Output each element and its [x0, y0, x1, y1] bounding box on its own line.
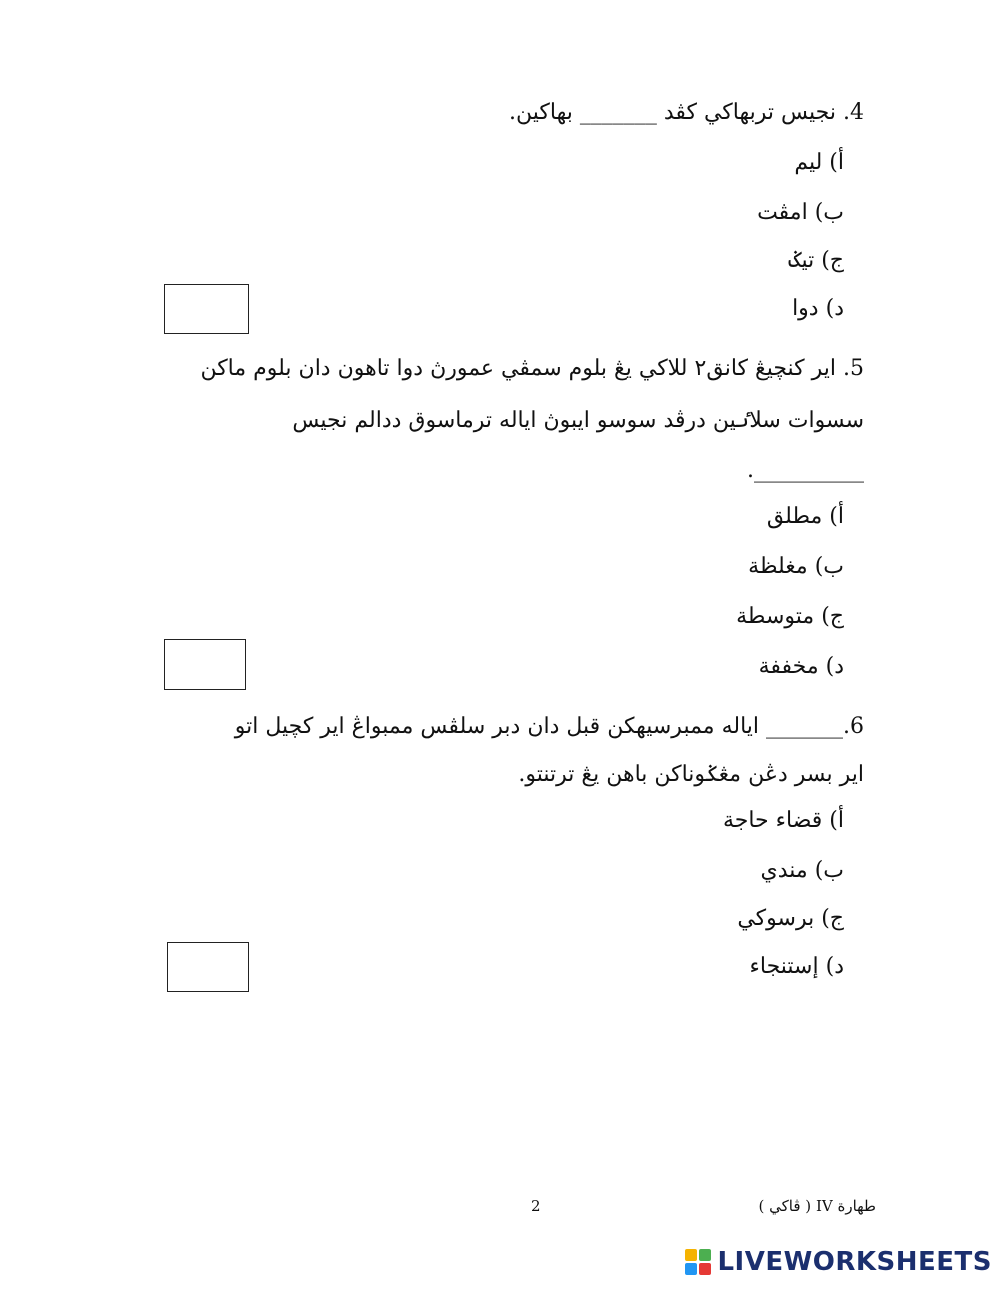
liveworksheets-logo[interactable] — [685, 1247, 992, 1277]
q4-option-a[interactable] — [794, 150, 844, 176]
logo-text: LIVEWORKSHEETS — [717, 1247, 992, 1277]
question-6-text-line-2: اير بسر دڠن مڠݢوناکن باهن يڠ ترتنتو. — [518, 762, 864, 787]
q5-option-a[interactable] — [767, 504, 844, 530]
option-letter: ب) — [814, 554, 844, 579]
option-letter: د) — [825, 296, 844, 321]
option-text: قضاء حاجة — [722, 808, 823, 833]
footer-subject: طهارة IV ( ڤاکي ) — [758, 1197, 876, 1215]
q6-option-c[interactable] — [737, 906, 844, 932]
q6-option-a[interactable] — [723, 808, 844, 834]
option-letter: د) — [825, 954, 844, 979]
option-text: إستنجاء — [749, 954, 819, 979]
question-4-text: 4. نجيس تربهاکي كڤد _______ بهاکين. — [509, 100, 864, 125]
option-text: برسوکي — [737, 906, 815, 931]
q6-answer-box[interactable] — [167, 942, 249, 992]
q5-answer-box[interactable] — [164, 639, 246, 690]
option-text: متوسطة — [736, 604, 815, 629]
q4-answer-box[interactable] — [164, 284, 249, 334]
option-letter: أ) — [829, 504, 844, 529]
question-5-text-line-2: سسوات سلاٸين درڤد سوسو ايبوڽ اياله ترماسوق ددالم نجيس — [292, 408, 864, 433]
option-letter: ب) — [814, 858, 844, 883]
option-text: مطلق — [766, 504, 823, 529]
q4-option-b[interactable] — [757, 200, 844, 226]
q4-option-d[interactable] — [792, 296, 844, 322]
page-number: 2 — [531, 1197, 541, 1215]
option-text: ليم — [794, 150, 823, 175]
question-5-blank: __________. — [747, 458, 864, 483]
option-letter: ب) — [814, 200, 844, 225]
q5-option-c[interactable] — [736, 604, 844, 630]
q6-option-b[interactable] — [761, 858, 845, 884]
option-text: تيݢ — [788, 248, 815, 273]
q4-option-c[interactable] — [789, 248, 844, 274]
option-text: دوا — [792, 296, 819, 321]
q5-option-b[interactable] — [748, 554, 844, 580]
option-letter: ج) — [821, 248, 844, 273]
question-6-text-line-1: 6._______ اياله ممبرسيهكن قبل دان دبر سلڤس ممبواڠ اير كچيل اتو — [234, 714, 864, 739]
q6-option-d[interactable] — [750, 954, 844, 980]
option-text: مغلظة — [748, 554, 808, 579]
option-text: امڤت — [757, 200, 808, 225]
option-letter: د) — [825, 654, 844, 679]
option-text: مندي — [760, 858, 808, 883]
question-5-text-line-1: 5. اير كنچيڠ كانق٢ للاکي يڠ بلوم سمڤي عمورڽ دوا تاهون دان بلوم ماكن — [200, 356, 864, 381]
option-letter: أ) — [829, 150, 844, 175]
option-letter: ج) — [821, 604, 844, 629]
q5-option-d[interactable] — [759, 654, 844, 680]
option-letter: أ) — [829, 808, 844, 833]
logo-grid-icon — [685, 1249, 711, 1275]
option-text: مخففة — [758, 654, 819, 679]
option-letter: ج) — [821, 906, 844, 931]
